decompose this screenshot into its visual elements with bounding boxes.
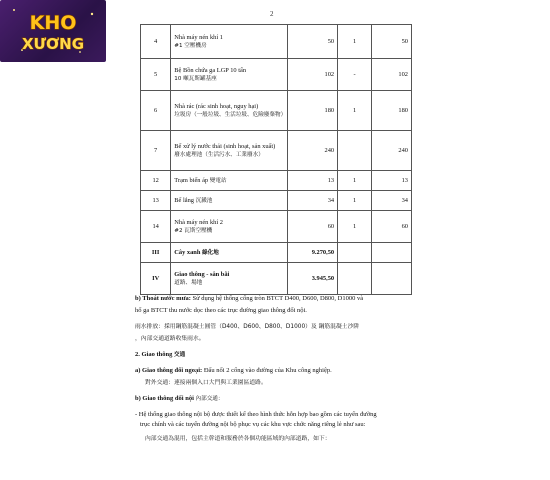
svg-text:XƯƠNG: XƯƠNG (21, 35, 85, 53)
external-traffic-line (135, 366, 332, 376)
svg-text:KHO: KHO (29, 12, 77, 34)
drain-paragraph-zh-1: 雨水排放：採用鋼筋混凝土圓管（D400、D600、D800、D1000）及 鋼筋混凝土沙阱 (135, 324, 360, 330)
drain-title: b) Thoát nước mưa: (135, 295, 191, 302)
table-row (141, 171, 412, 191)
item-name (171, 211, 288, 243)
count-cell: 1 (338, 91, 372, 131)
traffic-heading (135, 350, 185, 360)
item-name (171, 59, 288, 91)
internal-traffic-title: b) Giao thông đối nội (135, 395, 194, 402)
internal-traffic-title-zh: 內部交通： (195, 396, 224, 402)
area-cell: 180 (288, 91, 338, 131)
item-name (171, 91, 288, 131)
section-area: 9.270,50 (288, 243, 338, 263)
area-cell: 60 (288, 211, 338, 243)
section-name-vi: Giao thông - sân bãi (174, 270, 230, 278)
drain-paragraph-line1 (135, 294, 363, 304)
page-number: 2 (270, 10, 274, 18)
total-cell: 180 (372, 91, 412, 131)
item-name-vi: Trạm biến áp (174, 176, 209, 184)
section-name (171, 243, 288, 263)
item-name-zh: 變電站 (209, 177, 227, 184)
drain-text: Sử dụng hệ thống cống tròn BTCT D400, D600, D800, D1000 và (190, 295, 364, 302)
table-row (141, 91, 412, 131)
traffic-heading-zh: 交通 (174, 352, 186, 358)
table-row (141, 211, 412, 243)
section-number: III (141, 243, 171, 263)
logo-graphic (0, 0, 106, 62)
item-name-zh: 廢水處理池（生活污水、工業廢水） (174, 151, 264, 158)
row-number: 6 (141, 91, 171, 131)
item-name-zh: #2 瓦斯空壓機 (174, 227, 213, 234)
item-name-vi: Nhà máy nén khí 1 (174, 33, 223, 41)
count-cell: 1 (338, 25, 372, 59)
count-cell: 1 (338, 191, 372, 211)
section-area: 3.945,50 (288, 263, 338, 295)
item-name (171, 171, 288, 191)
area-cell: 34 (288, 191, 338, 211)
item-name-vi: Nhà rác (rác sinh hoạt, nguy hại) (174, 102, 259, 110)
section-name-vi: Cây xanh (174, 248, 201, 256)
total-cell: 60 (372, 211, 412, 243)
item-name-vi: Nhà máy nén khí 2 (174, 218, 223, 226)
area-cell: 13 (288, 171, 338, 191)
internal-traffic-text-2: trục chính và các tuyến đường nội bộ phục vụ các khu vực chức năng riêng lẻ như sau: (140, 421, 366, 428)
item-name-zh: 10 噸瓦斯罐基座 (174, 75, 217, 82)
drain-paragraph-line2: hố ga BTCT thu nước dọc theo các trục đường giao thông đối nội. (135, 307, 307, 314)
total-cell: 240 (372, 131, 412, 171)
section-name (171, 263, 288, 295)
area-cell: 102 (288, 59, 338, 91)
internal-traffic-text-1: - Hệ thống giao thông nội bộ được thiết kế theo hình thức hỗn hợp bao gồm các tuyến đường (135, 411, 377, 418)
row-number: 7 (141, 131, 171, 171)
traffic-heading-vi: 2. Giao thông (135, 351, 173, 358)
row-number: 12 (141, 171, 171, 191)
item-name-vi: Bệ Bồn chứa ga LGP 10 tấn (174, 66, 247, 74)
external-traffic-title: a) Giao thông đối ngoại: (135, 367, 203, 374)
item-name-zh: 沉澱池 (195, 197, 213, 204)
section-number: IV (141, 263, 171, 295)
external-traffic-zh: 對外交通：連接兩個入口大門與工業園區道路。 (145, 380, 267, 386)
internal-traffic-heading (135, 394, 224, 404)
row-number: 13 (141, 191, 171, 211)
item-name-zh: 垃圾房（一般垃圾、生活垃圾、危險廢棄物） (174, 111, 287, 118)
item-name (171, 191, 288, 211)
section-name-zh: 綠化地 (202, 249, 219, 256)
table-row (141, 59, 412, 91)
section-row (141, 263, 412, 295)
row-number: 5 (141, 59, 171, 91)
section-name-zh: 道路、場地 (174, 279, 203, 286)
total-cell: 50 (372, 25, 412, 59)
total-cell: 34 (372, 191, 412, 211)
count-cell: 1 (338, 211, 372, 243)
row-number: 4 (141, 25, 171, 59)
brand-logo (0, 0, 106, 62)
table-row (141, 191, 412, 211)
structures-table (140, 24, 412, 295)
count-cell (338, 131, 372, 171)
section-row (141, 243, 412, 263)
item-name-vi: Bể lắng (174, 196, 194, 204)
total-cell: 102 (372, 59, 412, 91)
area-cell: 50 (288, 25, 338, 59)
table-row (141, 25, 412, 59)
area-cell: 240 (288, 131, 338, 171)
count-cell: 1 (338, 171, 372, 191)
table-row (141, 131, 412, 171)
item-name (171, 25, 288, 59)
total-cell: 13 (372, 171, 412, 191)
drain-paragraph-zh-2: ，內部交通道路收集雨水。 (135, 336, 205, 342)
item-name (171, 131, 288, 171)
internal-traffic-zh: 內部交通為混用，包括主幹道和服務於各個功能區域的內部道路，如下： (145, 436, 331, 442)
row-number: 14 (141, 211, 171, 243)
item-name-vi: Bể xử lý nước thải (sinh hoạt, sản xuất) (174, 142, 276, 150)
count-cell: - (338, 59, 372, 91)
item-name-zh: #1 空壓機房 (174, 42, 207, 49)
external-traffic-text: Đấu nối 2 cổng vào đường của Khu công nghiệp. (202, 367, 332, 374)
